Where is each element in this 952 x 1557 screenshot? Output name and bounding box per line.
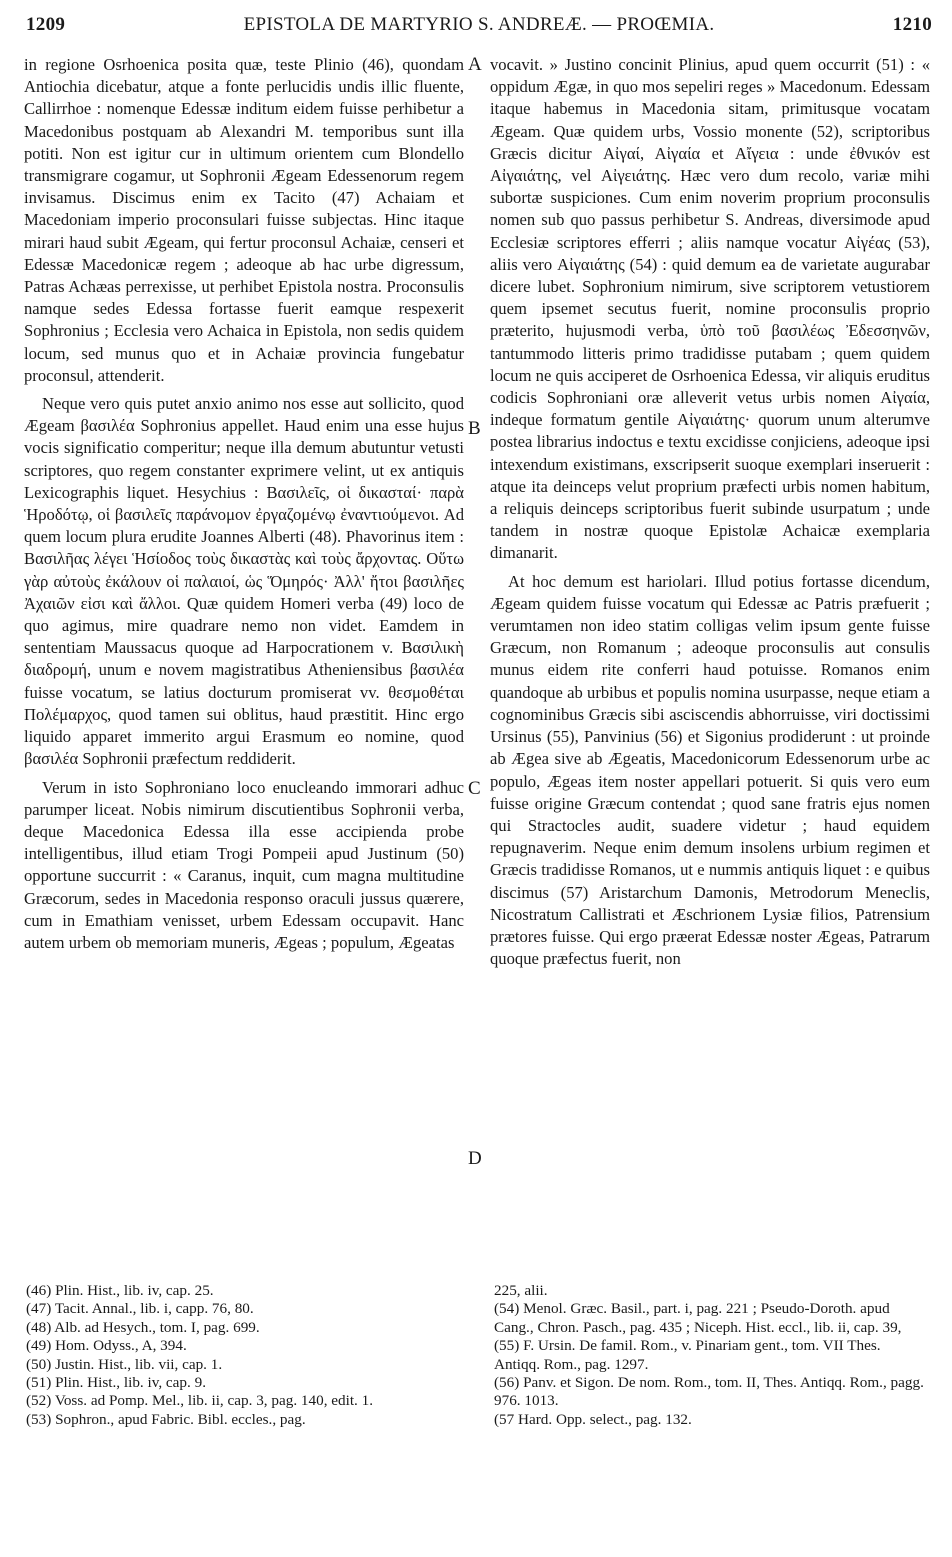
footnote: (46) Plin. Hist., lib. iv, cap. 25. — [26, 1282, 214, 1299]
margin-mark-c: C — [468, 778, 481, 799]
footnote: (55) F. Ursin. De famil. Rom., v. Pinariam gent., tom. VII Thes. Antiqq. Rom., pag. 1297. — [494, 1337, 881, 1373]
left-column — [24, 54, 464, 954]
footnote: (52) Voss. ad Pomp. Mel., lib. ii, cap. 3, pag. 140, edit. 1. — [26, 1392, 374, 1410]
footnote: 225, alii. — [494, 1282, 548, 1299]
page-number-left: 1209 — [26, 14, 66, 35]
page-number-right: 1210 — [892, 14, 932, 35]
margin-mark-a: A — [468, 54, 482, 75]
left-paragraph-1: in regione Osrhoenica posita quæ, teste Plinio (46), quondam Antiochia dicebatur, atque a fonte perlucidis undis illic fluente, Callirrhoe : nomenque Edessæ inditum eidem fuisse perhibetur a Macedonibus postquam ab Alexandri M. temporibus sunt illa potiti. Non est igitur cur in ultimum orientem cum Blondello transmigrare cogamur, ut Sophronii Ægeam Edessenorum regem invisamus. Discimus enim ex Tacito (47) Achaiam et Macedoniam imperio proconsulari fuisse subjectas. Hinc itaque mirari haud subit Ægeam, qui fertur proconsul Achaiæ, censeri et Edessæ Macedonicæ regem ; adeoque ab hac urbe digressum, Patras Achæas perrexisse, ut perhibet Epistola nostra. Proconsulis namque sedes Edessa fortasse fuerit eamque respexerit Sophronius ; Ecclesia vero Achaica in Epistola, non sedis quidem locum, sed munus quo et in Achaiæ provincia fungebatur proconsul, attenderit. — [24, 55, 464, 385]
margin-mark-d: D — [468, 1148, 482, 1169]
footnote: (47) Tacit. Annal., lib. i, capp. 76, 80. — [26, 1300, 254, 1318]
margin-mark-b: B — [468, 418, 481, 439]
left-paragraph-2: Neque vero quis putet anxio animo nos esse aut sollicito, quod Ægeam βασιλέα Sophronius appellet. Haud enim una esse hujus vocis significatio comperitur; neque illa demum abutuntur vetusti scriptores, quo regem constanter exprimere velint, ut ex antiquis Lexicographis liquet. Hesychius : Βασιλεῖς, οἱ δικασταί· παρὰ Ἡροδότῳ, οἱ βασιλεῖς παράνομον ἐργαζομένῳ ἐναντιούμενοι. Ad quem locum plura erudite Joannes Alberti (48). Phavorinus item : Βασιλῆας λέγει Ἡσίοδος τοὺς δικαστὰς καὶ τοὺς ἄρχοντας. Οὕτω γὰρ αὐτοὺς ἐκάλουν οἱ παλαιοί, ὡς Ὅμηρός· Ἀλλ' ἤτοι βασιλῆες Ἀχαιῶν εἰσι καὶ ἄλλοι. Quæ quidem Homeri verba (49) loco de quo agimus, mire quadrare nemo non videt. Eamdem in sententiam Maussacus quoque ad Harpocrationem v. Βασιλικὴ διαδρομή, unum e novem magistratibus Atheniensibus βασιλέα fuisse vocatum, se latius docturum promiserat vv. θεσμοθέται Πολέμαρχος, quod tamen sui oblitus, haud præstitit. Hinc ergo liquido apparet immerito argui Erasmum eo nomine, quod βασιλέα Sophronii præfectum reddiderit. — [24, 394, 464, 769]
footnotes-right — [494, 1282, 928, 1429]
footnote: (57 Hard. Opp. select., pag. 132. — [494, 1410, 692, 1428]
running-header — [26, 14, 932, 42]
right-paragraph-2: At hoc demum est hariolari. Illud potius fortasse dicendum, Ægeam quidem fuisse vocatum qui Edessæ ac Patris præfuerit ; verumtamen non ideo statim colligas velim ipsum gente fuisse Græcum, non Romanum ; adeoque proconsulis aut consulis munus eidem rite conferri haud potuisse. Romanos enim quandoque ab urbibus et populis nomina usurpasse, neque etiam a cognominibus Græcis sibi asciscendis abhorruisse, viri doctissimi Ursinus (55), Panvinius (56) et Sigonius prodiderunt : ut proinde ab Ægea sive ab Ægeatis, Macedonicorum Edessenorum urbe ac populo, Ægeas item noster appellari potuerit. Si quis vero eum fuisse origine Græcum contendat ; quod sane fratris ejus nomen qui Stractocles audit, suadere videtur ; haud equidem repugnaverim. Neque enim demum insolens urbium regimen et Græcis tradidisse Romanos, ut e nummis antiquis liquet : e quibus discimus (57) Aristarchum Damonis, Metrodorum Meneclis, Nicostratum Callistrati et Æschrionem Lysiæ filios, Patrensium prætores fuisse. Qui ergo præerat Edessæ noster Ægeas, Patrarum quoque præfectus fuerit, non — [490, 571, 930, 969]
footnote: (49) Hom. Odyss., A, 394. — [26, 1337, 187, 1355]
right-paragraph-1: vocavit. » Justino concinit Plinius, apud quem occurrit (51) : « oppidum Ægæ, in quo mos sepeliri reges » Macedonum. Edessam itaque habemus in Macedonia sitam, primitusque vocatam Ægeam. Quæ quidem urbs, Vossio monente (52), scriptoribus Græcis dicitur Αἰγαί, Αἰγαία et Αἴγεια : unde ἐθνικόν est Αἰγαιάτης, vel Αἰγειάτης. Hæc vero dum recolo, variæ mihi subortæ suspiciones. Cum enim noverim proprium proconsulis nomen sub quo passus perhibetur S. Andreas, diversimode apud Ecclesiæ scriptores efferri ; aliis namque vocatur Αἰγέας (53), aliis vero Αἰγαιάτης (54) : quid demum ea de varietate augurabar dicere lubet. Sophronium nimirum, sive scriptorem vetustiorem quem ipsemet secutus fuerit, nomine proconsulis proprio præterito, hujusmodi verba, ὑπὸ τοῦ βασιλέως Ἐδεσσηνῶν, tantummodo litteris primo tradidisse putabam ; quem quidem locum ne quis acciperet de Osrhoenica Edessa, vir aliquis eruditus codicis Sophroniani oræ alleverit vetus urbis nomen Αἰγαία, indeque formatum gentile Αἰγαιάτης· quorum unum alterumve postea librarius indoctus e textu excidisse conjiciens, adeoque ipsi intexendum existimans, exscripserit suoque exemplari inseruerit : atque ita deinceps velut proprium præfecti urbis nomen habitum, a reliquis deinceps scriptoribus fuerit subinde usurpatum ; unde tandem in nostræ quoque Epistolæ Achaicæ exemplaria dimanarit. — [490, 55, 930, 563]
footnotes-left — [26, 1282, 456, 1429]
running-title: EPISTOLA DE MARTYRIO S. ANDREÆ. — PROŒMIA. — [243, 14, 715, 35]
footnote: (53) Sophron., apud Fabric. Bibl. eccles., pag. — [26, 1410, 306, 1428]
right-column — [490, 54, 930, 970]
footnote: (54) Menol. Græc. Basil., part. i, pag. 221 ; Pseudo-Doroth. apud Cang., Chron. Pasch., pag. 435 ; Niceph. Hist. eccl., lib. ii, cap. 39, — [494, 1300, 902, 1336]
footnote: (51) Plin. Hist., lib. iv, cap. 9. — [26, 1374, 206, 1392]
footnote: (50) Justin. Hist., lib. vii, cap. 1. — [26, 1355, 223, 1373]
footnote: (48) Alb. ad Hesych., tom. I, pag. 699. — [26, 1318, 260, 1336]
footnote: (56) Panv. et Sigon. De nom. Rom., tom. II, Thes. Antiqq. Rom., pagg. 976. 1013. — [494, 1374, 924, 1410]
left-paragraph-3: Verum in isto Sophroniano loco enucleando immorari adhuc parumper liceat. Nobis nimirum discutientibus Sophronii verba, deque Macedonica Edessa illa esse accipienda probe intelligentibus, illud etiam Trogi Pompeii apud Justinum (50) opportune succurrit : « Caranus, inquit, cum magna multitudine Græcorum, sedes in Macedonia responso oraculi jussus quærere, cum in Emathiam venisset, urbem Edessam occupavit. Hanc autem urbem ob memoriam muneris, Ægeas ; populum, Ægeatas — [24, 777, 464, 952]
